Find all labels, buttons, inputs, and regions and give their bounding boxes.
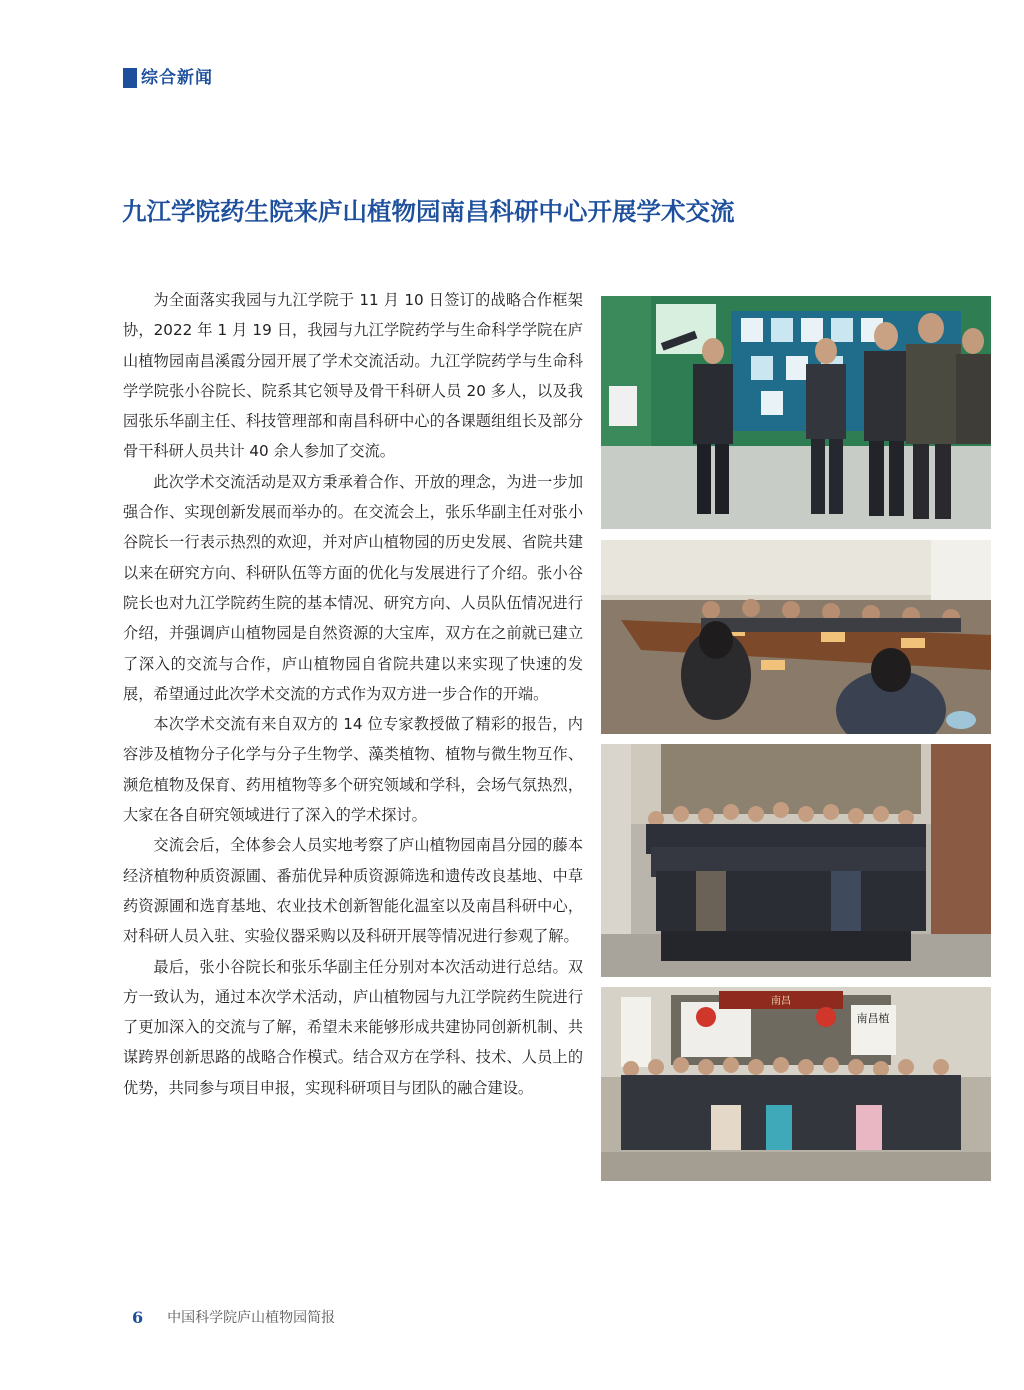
photo-group-steps [601, 744, 991, 977]
photo-meeting-room [601, 540, 991, 734]
entrance-sign-right: 南昌植 [856, 1012, 890, 1025]
paragraph-2: 此次学术交流活动是双方秉承着合作、开放的理念，为进一步加强合作、实现创新发展而举办的。在交流会上，张乐华副主任对张小谷院长一行表示热烈的欢迎，并对庐山植物园的历史发展、省院共建以来在研究方向、科研队伍等方面的优化与发展进行了介绍。张小谷院长也对九江学院药生院的基本情况、研究方向、人员队伍情况进行介绍，并强调庐山植物园是自然资源的大宝库，双方在之前就已建立了深入的交流与合作，庐山植物园自省院共建以来实现了快速的发展，希望通过此次学术交流的方式作为双方进一步合作的开端。 [123, 472, 583, 703]
paragraph-4: 交流会后，全体参会人员实地考察了庐山植物园南昌分园的藤本经济植物种质资源圃、番茄优异种质资源筛选和遗传改良基地、中草药资源圃和选育基地、农业技术创新智能化温室以及南昌科研中心，对科研人员入驻、实验仪器采购以及科研开展等情况进行参观了解。 [123, 836, 583, 946]
paragraph-3: 本次学术交流有来自双方的 14 位专家教授做了精彩的报告，内容涉及植物分子化学与分子生物学、藻类植物、植物与微生物互作、濒危植物及保育、药用植物等多个研究领域和学科，会场气氛热烈，大家在各自研究领域进行了深入的学术探讨。 [123, 715, 583, 825]
page-footer [132, 1307, 335, 1327]
entrance-sign-top: 南昌 [771, 996, 791, 1007]
section-label: 综合新闻 [141, 68, 213, 88]
photo-group-entrance [601, 987, 991, 1181]
paragraph-5: 最后，张小谷院长和张乐华副主任分别对本次活动进行总结。双方一致认为，通过本次学术活动，庐山植物园与九江学院药生院进行了更加深入的交流与了解，希望未来能够形成共建协同创新机制、共谋跨界创新思路的战略合作模式。结合双方在学科、技术、人员上的优势，共同参与项目申报，实现科研项目与团队的融合建设。 [123, 957, 583, 1097]
photo-exhibition-visit [601, 296, 991, 529]
article-title: 九江学院药生院来庐山植物园南昌科研中心开展学术交流 [122, 197, 735, 226]
page-number: 6 [132, 1307, 144, 1327]
article-body [123, 285, 583, 1103]
section-marker [123, 68, 137, 88]
paragraph-1: 为全面落实我园与九江学院于 11 月 10 日签订的战略合作框架协，2022 年 1 月 19 日，我园与九江学院药学与生命科学学院在庐山植物园南昌溪霞分园开展了学术交流活动。九江学院药学与生命科学学院张小谷院长、院系其它领导及骨干科研人员 20 多人，以及我园张乐华副主任、科技管理部和南昌科研中心的各课题组组长及部分骨干科研人员共计 40 余人参加了交流。 [123, 291, 583, 461]
section-tag [123, 66, 213, 90]
publication-name: 中国科学院庐山植物园简报 [167, 1310, 336, 1326]
